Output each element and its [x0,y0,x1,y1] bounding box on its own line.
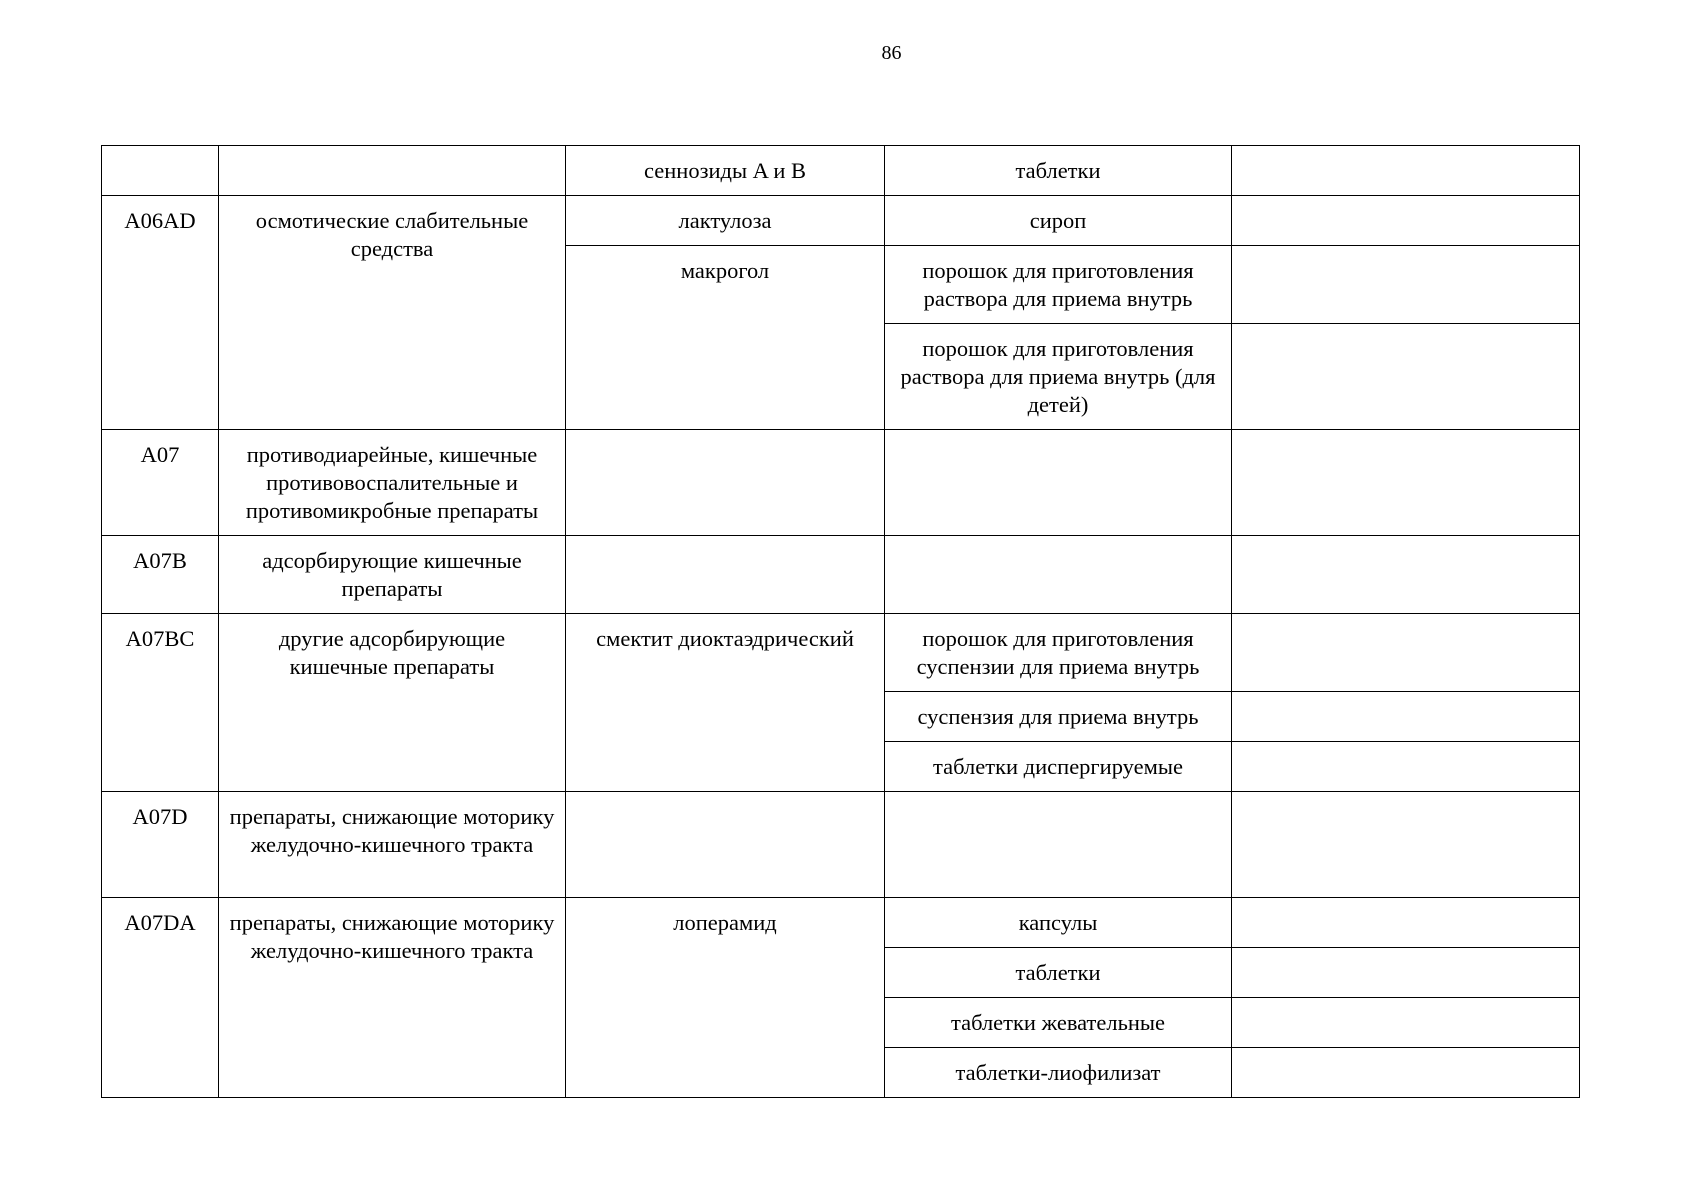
extra-cell [1232,1048,1580,1098]
code-cell: A07D [102,792,219,898]
extra-cell [1232,536,1580,614]
table-row [102,898,1580,948]
code-cell: A06AD [102,196,219,430]
code-cell: A07BC [102,614,219,792]
group-cell: адсорбирующие кишечные препараты [219,536,566,614]
extra-cell [1232,430,1580,536]
table-row [102,614,1580,692]
inn-cell [566,536,885,614]
dosage-form-cell: порошок для приготовления раствора для приема внутрь (для детей) [885,324,1232,430]
dosage-form-cell: порошок для приготовления суспензии для приема внутрь [885,614,1232,692]
extra-cell [1232,998,1580,1048]
table-row [102,430,1580,536]
extra-cell [1232,614,1580,692]
inn-cell: смектит диоктаэдрический [566,614,885,792]
inn-cell: лоперамид [566,898,885,1098]
extra-cell [1232,196,1580,246]
dosage-form-cell: таблетки [885,948,1232,998]
extra-cell [1232,324,1580,430]
dosage-form-cell [885,430,1232,536]
code-cell: A07DA [102,898,219,1098]
extra-cell [1232,898,1580,948]
dosage-form-cell: сироп [885,196,1232,246]
inn-cell [566,792,885,898]
dosage-form-cell [885,536,1232,614]
extra-cell [1232,948,1580,998]
group-cell: препараты, снижающие моторику желудочно-кишечного тракта [219,792,566,898]
dosage-form-cell: капсулы [885,898,1232,948]
table-row [102,196,1580,246]
dosage-form-cell: таблетки жевательные [885,998,1232,1048]
group-cell: противодиарейные, кишечные противовоспалительные и противомикробные препараты [219,430,566,536]
inn-cell: макрогол [566,246,885,430]
extra-cell [1232,742,1580,792]
code-cell: A07B [102,536,219,614]
group-cell [219,146,566,196]
inn-cell: сеннозиды A и B [566,146,885,196]
extra-cell [1232,246,1580,324]
group-cell: осмотические слабительные средства [219,196,566,430]
dosage-form-cell: суспензия для приема внутрь [885,692,1232,742]
medicines-table [101,145,1580,1098]
dosage-form-cell [885,792,1232,898]
code-cell: A07 [102,430,219,536]
inn-cell: лактулоза [566,196,885,246]
group-cell: препараты, снижающие моторику желудочно-кишечного тракта [219,898,566,1098]
table-row [102,536,1580,614]
extra-cell [1232,692,1580,742]
table-row [102,146,1580,196]
inn-cell [566,430,885,536]
extra-cell [1232,146,1580,196]
table-row [102,792,1580,898]
dosage-form-cell: таблетки-лиофилизат [885,1048,1232,1098]
code-cell [102,146,219,196]
page-number: 86 [881,42,902,64]
group-cell: другие адсорбирующие кишечные препараты [219,614,566,792]
dosage-form-cell: таблетки [885,146,1232,196]
extra-cell [1232,792,1580,898]
dosage-form-cell: таблетки диспергируемые [885,742,1232,792]
dosage-form-cell: порошок для приготовления раствора для приема внутрь [885,246,1232,324]
